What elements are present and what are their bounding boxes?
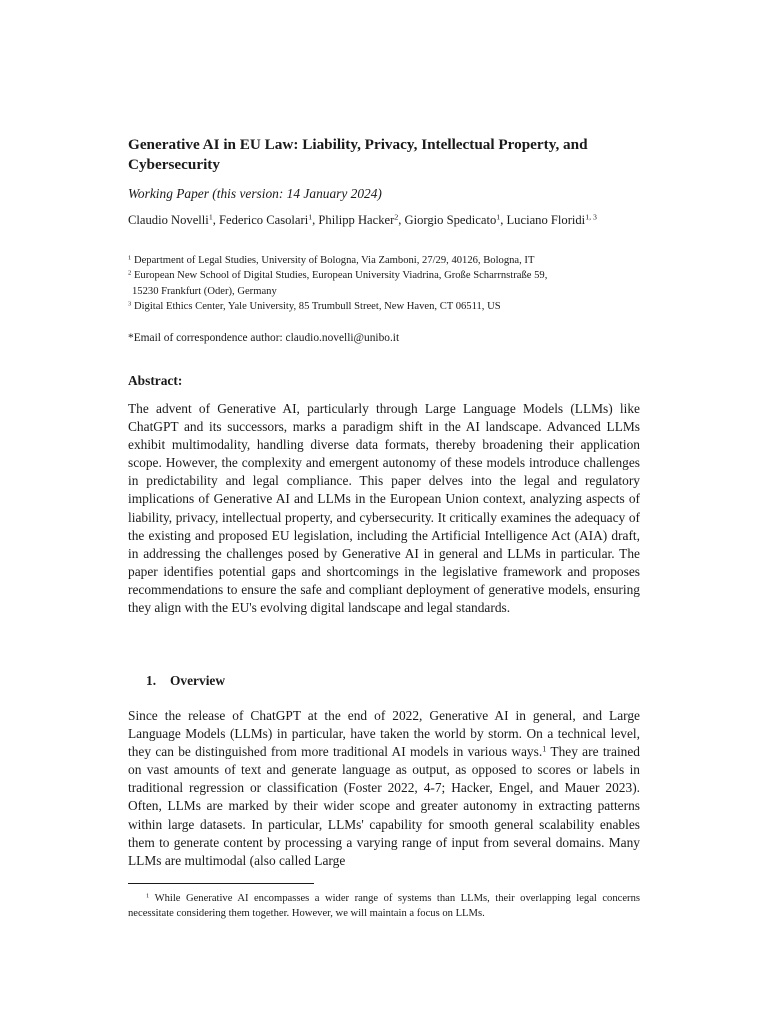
abstract-heading: Abstract: — [128, 373, 183, 388]
footnote — [128, 891, 640, 921]
author-affiliation-mark: 2 — [394, 212, 399, 222]
affiliation-item: $^1$ Department of Legal Studies, University of Bologna, Via Zamboni, 27/29, 40126, Bologna, IT — [128, 254, 535, 266]
affiliation-continuation: 15230 Frankfurt (Oder), Germany — [132, 285, 277, 297]
author-name: Claudio Novelli — [128, 213, 209, 227]
author-affiliation-mark: 1 — [208, 212, 213, 222]
footnote-divider — [128, 883, 314, 884]
author-affiliation-mark: 1 — [308, 212, 313, 222]
author-name: Luciano Floridi — [506, 213, 586, 227]
author-affiliation-mark: 1, 3 — [585, 212, 597, 222]
abstract-text: The advent of Generative AI, particularly through Large Language Models (LLMs) like ChatGPT and its successors, marks a paradigm shift in the AI landscape. Advanced LLMs exhibit multimodality, handling diverse data formats, thereby broadening their application scope. However, the complexity and emergent autonomy of these models introduce challenges in predictability and legal compliance. This paper delves into the legal and regulatory implications of Generative AI and LLMs in the European Union context, analyzing aspects of liability, privacy, intellectual property, and cybersecurity. It critically examines the adequacy of the existing and proposed EU legislation, including the Artificial Intelligence Act (AIA) draft, in addressing the challenges posed by Generative AI in general and LLMs in particular. The paper identifies potential gaps and shortcomings in the legislative framework and proposes recommendations to ensure the safe and compliant deployment of generative models, ensuring they align with the EU's evolving digital landscape and legal standards. — [128, 401, 640, 616]
section-title: Overview — [170, 673, 226, 688]
footnote-text: While Generative AI encompasses a wider range of systems than LLMs, their overlapping legal concerns necessitate considering them together. However, we will maintain a focus on LLMs. — [128, 893, 640, 919]
author-list: Claudio Novelli$^1$, Federico Casolari$^1$, Philipp Hacker$^2$, Giorgio Spedicato$^1$, Luciano Floridi$^{1, 3}$ — [128, 212, 597, 227]
author-name: Philipp Hacker — [318, 213, 395, 227]
section-heading — [146, 672, 446, 690]
author-affiliation-mark: 1 — [496, 212, 501, 222]
section-number: 1. — [146, 673, 157, 688]
correspondence-email: *Email of correspondence author: claudio.novelli@unibo.it — [128, 332, 400, 344]
affiliation-item: $^3$ Digital Ethics Center, Yale University, 85 Trumbull Street, New Haven, CT 06511, US — [128, 300, 501, 312]
footnote-mark: 1 — [146, 892, 150, 900]
working-paper-note: Working Paper (this version: 14 January 2024) — [128, 186, 382, 201]
author-name: Giorgio Spedicato — [404, 213, 497, 227]
affiliation-list — [128, 253, 640, 314]
body-paragraph: Since the release of ChatGPT at the end of 2022, Generative AI in general, and Large Language Models (LLMs) in particular, have taken the world by storm. On a technical level, they can be distinguished from more traditional AI models in various ways.$^1$ They are trained on vast amounts of text and generate language as output, as opposed to scores or labels in traditional regression or classification (Foster 2022, 4-7; Hacker, Engel, and Mauer 2023). Often, LLMs are marked by their wider scope and greater autonomy in extracting patterns within large datasets. In particular, LLMs' capability for smooth general scalability enables them to generate content by processing a varying range of input from several domains. Many LLMs are multimodal (also called Large — [128, 708, 640, 868]
affiliation-item: $^2$ European New School of Digital Studies, European University Viadrina, Große Scharrnstraße 59, — [128, 269, 548, 282]
footnote-reference: 1 — [542, 744, 547, 754]
paper-title: Generative AI in EU Law: Liability, Privacy, Intellectual Property, and Cybersecurity — [128, 136, 588, 173]
author-name: Federico Casolari — [219, 213, 309, 227]
